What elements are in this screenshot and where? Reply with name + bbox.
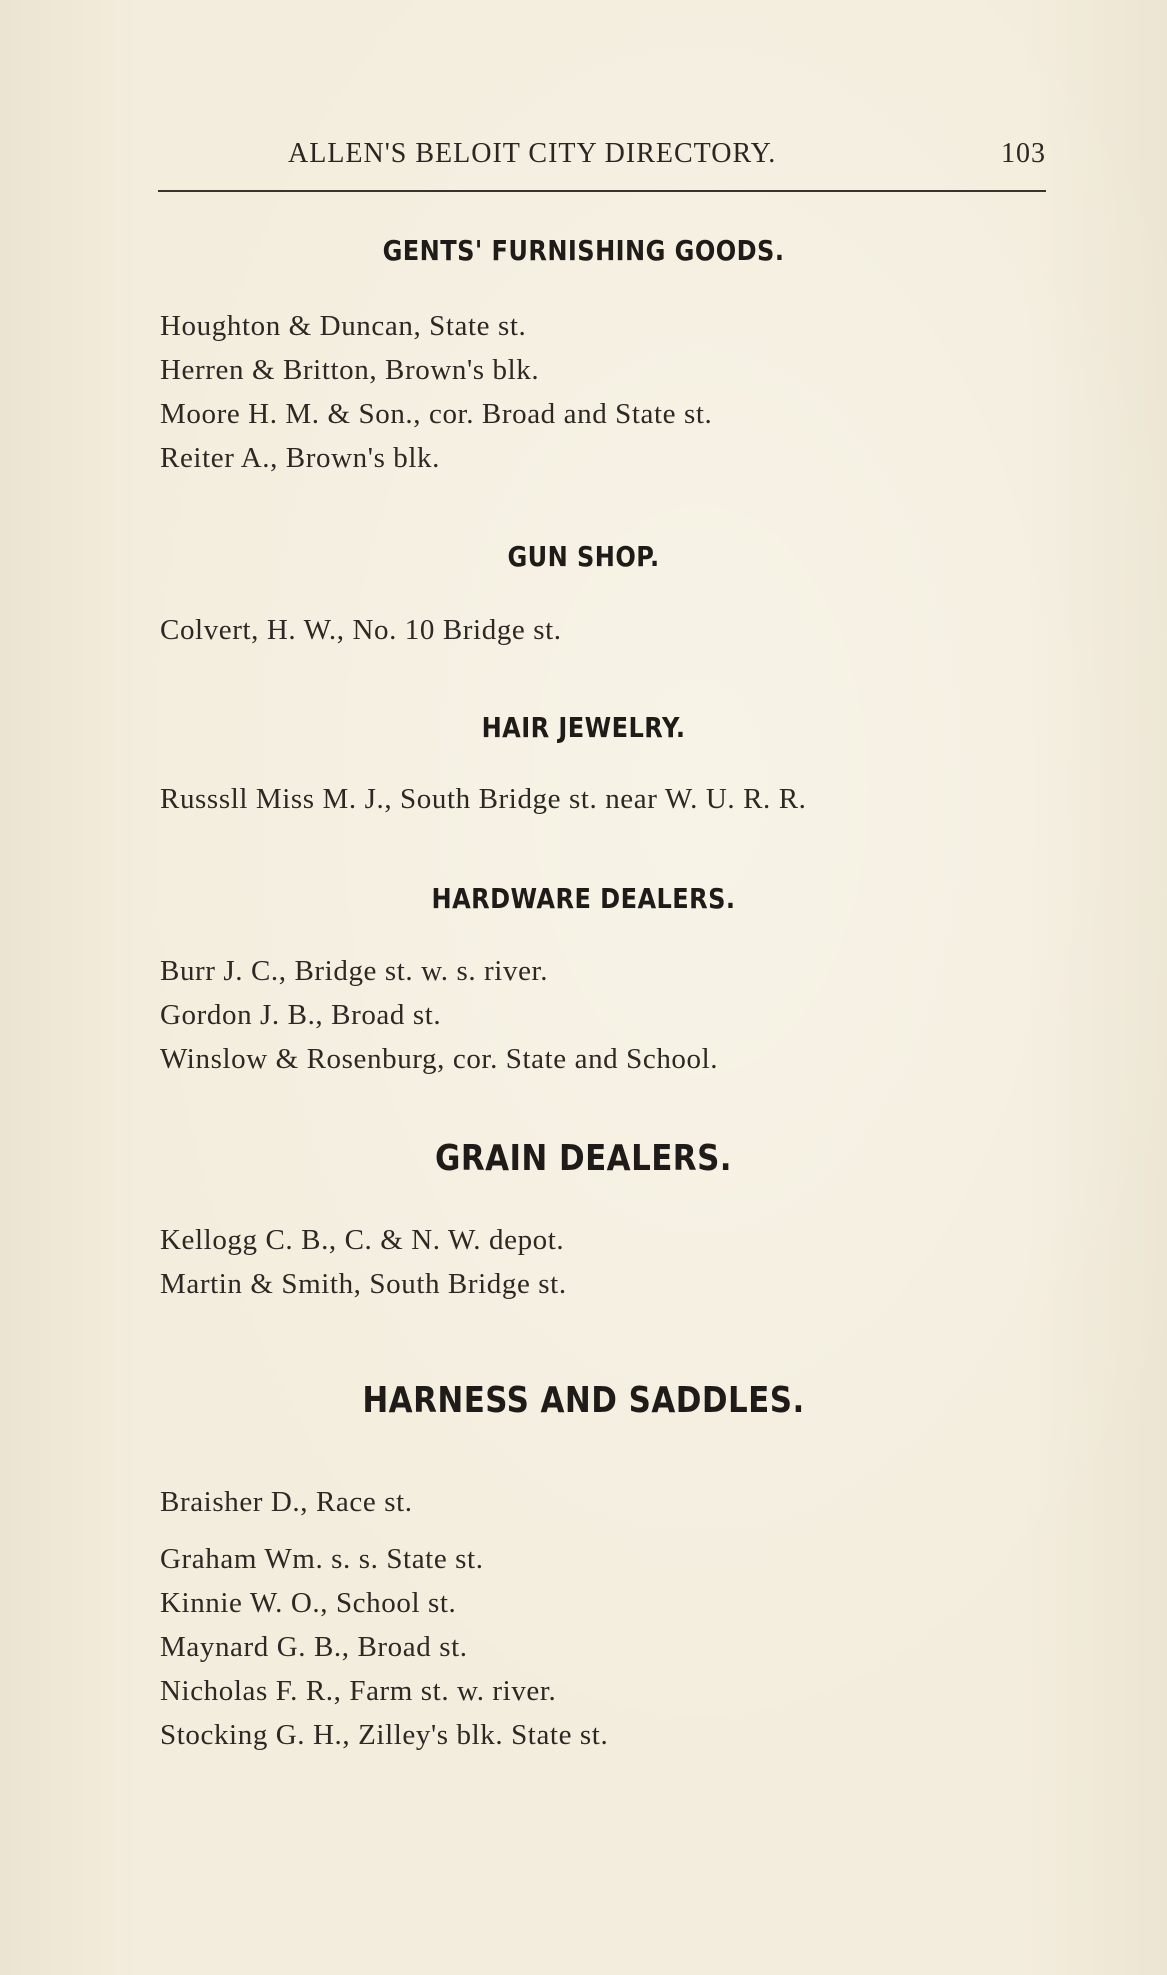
list-item: Colvert, H. W., No. 10 Bridge st. [160,614,562,646]
list-item: Herren & Britton, Brown's blk. [160,354,540,386]
list-item: Reiter A., Brown's blk. [160,442,441,474]
section-heading-hair-jewelry: HAIR JEWELRY. [481,711,686,744]
list-item: Moore H. M. & Son., cor. Broad and State st. [160,398,713,430]
list-item: Stocking G. H., Zilley's blk. State st. [160,1719,609,1751]
list-item: Gordon J. B., Broad st. [160,999,442,1031]
directory-title: ALLEN'S BELOIT CITY DIRECTORY. [288,138,777,169]
section-heading-harness-and-saddles: HARNESS AND SADDLES. [362,1380,805,1421]
list-item: Graham Wm. s. s. State st. [160,1543,484,1575]
running-header [158,138,1046,178]
list-item: Nicholas F. R., Farm st. w. river. [160,1675,557,1707]
list-item: Russsll Miss M. J., South Bridge st. near W. U. R. R. [160,783,807,815]
section-heading-gents-furnishing: GENTS' FURNISHING GOODS. [382,234,785,267]
section-heading-hardware-dealers: HARDWARE DEALERS. [431,882,736,915]
section-heading-grain-dealers: GRAIN DEALERS. [434,1138,733,1179]
section-heading-gun-shop: GUN SHOP. [507,540,660,573]
list-item: Maynard G. B., Broad st. [160,1631,468,1663]
list-item: Burr J. C., Bridge st. w. s. river. [160,955,549,987]
list-item: Kinnie W. O., School st. [160,1587,457,1619]
list-item: Braisher D., Race st. [160,1486,413,1518]
header-rule [158,190,1046,192]
list-item: Kellogg C. B., C. & N. W. depot. [160,1224,565,1256]
list-item: Houghton & Duncan, State st. [160,310,527,342]
page-number: 103 [1001,138,1046,169]
list-item: Winslow & Rosenburg, cor. State and School. [160,1043,719,1075]
list-item: Martin & Smith, South Bridge st. [160,1268,567,1300]
